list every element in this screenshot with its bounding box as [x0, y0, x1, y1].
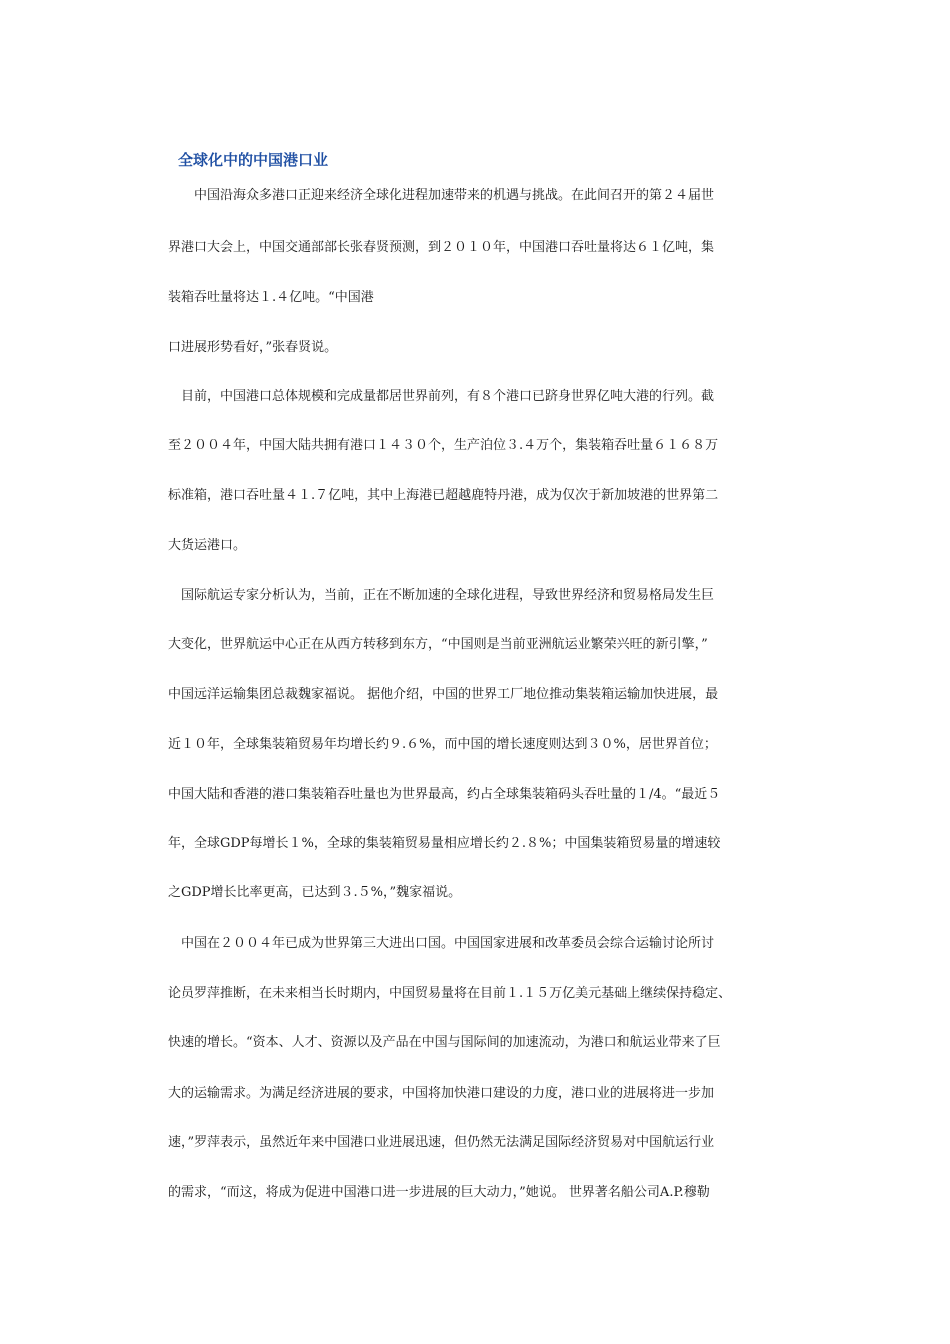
text-line: 中国大陆和香港的港口集装箱吞吐量也为世界最高，约占全球集装箱码头吞吐量的１/4。“最近５ [168, 787, 721, 802]
text-line: 大的运输需求。为满足经济进展的要求，中国将加快港口建设的力度，港口业的进展将进一步加 [168, 1086, 715, 1101]
text-line: 速，”罗萍表示，虽然近年来中国港口业进展迅速，但仍然无法满足国际经济贸易对中国航运行业 [168, 1135, 715, 1150]
text-line: 近１０年，全球集装箱贸易年均增长约９.６%，而中国的增长速度则达到３０%，居世界首位； [168, 737, 717, 752]
text-line: 目前，中国港口总体规模和完成量都居世界前列，有８个港口已跻身世界亿吨大港的行列。截 [168, 389, 715, 404]
text-line: 标准箱，港口吞吐量４１.７亿吨，其中上海港已超越鹿特丹港，成为仅次于新加坡港的世界第二 [168, 488, 719, 503]
text-line: 国际航运专家分析认为，当前，正在不断加速的全球化进程，导致世界经济和贸易格局发生巨 [168, 588, 715, 603]
text-line: 大货运港口。 [168, 538, 247, 553]
text-line: 中国远洋运输集团总裁魏家福说。 据他介绍，中国的世界工厂地位推动集装箱运输加快进展，最 [168, 687, 719, 702]
text-line: 中国沿海众多港口正迎来经济全球化进程加速带来的机遇与挑战。在此间召开的第２４届世 [168, 188, 715, 203]
text-line: 中国在２００４年已成为世界第三大进出口国。中国国家进展和改革委员会综合运输讨论所讨 [168, 936, 715, 951]
text-line: 至２００４年，中国大陆共拥有港口１４３０个，生产泊位３.４万个，集装箱吞吐量６１６８万 [168, 438, 719, 453]
text-line: 年，全球GDP每增长１%，全球的集装箱贸易量相应增长约２.８%；中国集装箱贸易量的增速较 [168, 836, 721, 851]
text-line: 论员罗萍推断，在未来相当长时期内，中国贸易量将在目前１.１５万亿美元基础上继续保持稳定、 [168, 986, 732, 1001]
document-title: 全球化中的中国港口业 [178, 151, 329, 169]
text-line: 界港口大会上，中国交通部部长张春贤预测，到２０１０年，中国港口吞吐量将达６１亿吨，集 [168, 240, 715, 255]
text-line: 之GDP增长比率更高，已达到３.５%，”魏家福说。 [168, 885, 462, 900]
text-line: 快速的增长。“资本、人才、资源以及产品在中国与国际间的加速流动，为港口和航运业带来了巨 [168, 1035, 721, 1050]
text-line: 的需求，“而这，将成为促进中国港口进一步进展的巨大动力，”她说。 世界著名船公司A.P.穆勒 [168, 1185, 710, 1200]
text-line: 大变化，世界航运中心正在从西方转移到东方，“中国则是当前亚洲航运业繁荣兴旺的新引擎，” [168, 637, 708, 652]
text-line: 装箱吞吐量将达１.４亿吨。“中国港 [168, 290, 374, 305]
text-line: 口进展形势看好，”张春贤说。 [168, 340, 338, 355]
